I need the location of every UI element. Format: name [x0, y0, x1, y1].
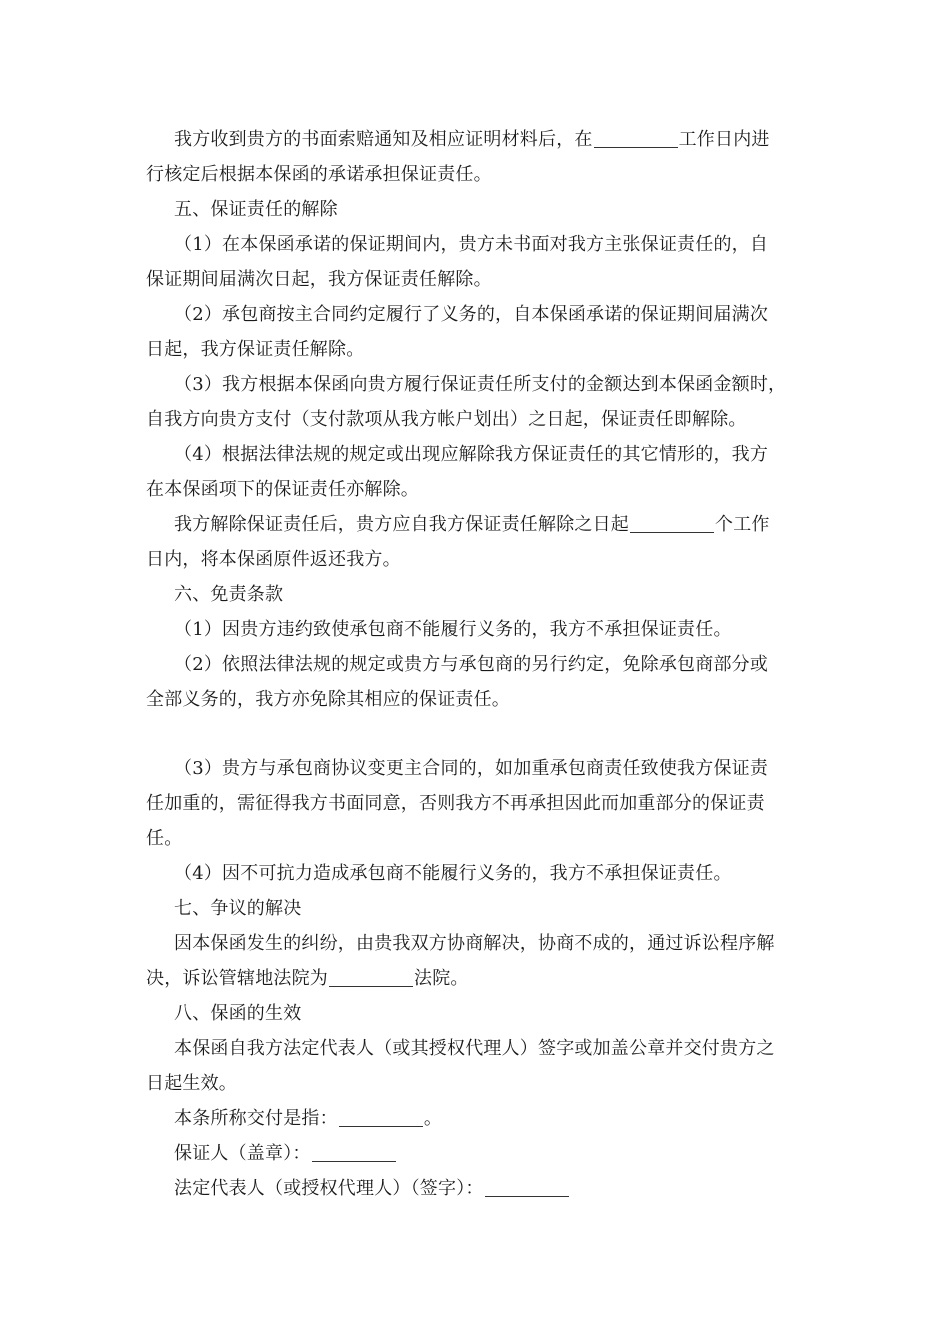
section-5-title: 五、保证责任的解除	[174, 199, 338, 220]
paragraph-return-line-2: 日内，将本保函原件返还我方。	[146, 549, 401, 570]
blank-field-return-days[interactable]	[630, 512, 714, 533]
clause-5-2-line-2: 日起，我方保证责任解除。	[146, 339, 365, 360]
clause-5-4-line-1: （4）根据法律法规的规定或出现应解除我方保证责任的其它情形的，我方	[174, 444, 769, 465]
clause-6-2-line-1: （2）依照法律法规的规定或贵方与承包商的另行约定，免除承包商部分或	[174, 654, 769, 675]
paragraph-claim-line-1: 我方收到贵方的书面索赔通知及相应证明材料后，在 工作日内进	[174, 129, 770, 150]
blank-field-delivery[interactable]	[339, 1106, 423, 1127]
blank-field-working-days[interactable]	[594, 127, 678, 148]
clause-5-3-line-1: （3）我方根据本保函向贵方履行保证责任所支付的金额达到本保函金额时，	[174, 374, 787, 395]
clause-6-3-line-2: 任加重的，需征得我方书面同意，否则我方不再承担因此而加重部分的保证责	[146, 793, 765, 814]
clause-5-2-line-1: （2）承包商按主合同约定履行了义务的，自本保函承诺的保证期间届满次	[174, 304, 769, 325]
paragraph-return-line-1: 我方解除保证责任后，贵方应自我方保证责任解除之日起 个工作	[174, 514, 770, 535]
clause-5-1-line-2: 保证期间届满次日起，我方保证责任解除。	[146, 269, 492, 290]
clause-5-4-line-2: 在本保函项下的保证责任亦解除。	[146, 479, 419, 500]
blank-field-court[interactable]	[329, 966, 413, 987]
spacer	[146, 717, 808, 751]
clause-6-4: （4）因不可抗力造成承包商不能履行义务的，我方不承担保证责任。	[174, 863, 732, 884]
clause-6-3-line-1: （3）贵方与承包商协议变更主合同的，如加重承包商责任致使我方保证责	[174, 758, 769, 779]
paragraph-delivery: 本条所称交付是指： 。	[174, 1108, 443, 1129]
section-6-title: 六、免责条款	[174, 584, 284, 605]
clause-6-2-line-2: 全部义务的，我方亦免除其相应的保证责任。	[146, 689, 510, 710]
document-body	[146, 122, 808, 1206]
clause-5-1-line-1: （1）在本保函承诺的保证期间内，贵方未书面对我方主张保证责任的，自	[174, 234, 769, 255]
paragraph-effect-line-1: 本保函自我方法定代表人（或其授权代理人）签字或加盖公章并交付贵方之	[174, 1038, 775, 1059]
guarantor-seal-line: 保证人（盖章）：	[146, 1136, 808, 1171]
clause-5-3-line-2: 自我方向贵方支付（支付款项从我方帐户划出）之日起，保证责任即解除。	[146, 409, 747, 430]
section-7-title: 七、争议的解决	[174, 898, 302, 919]
section-8-title: 八、保函的生效	[174, 1003, 302, 1024]
paragraph-claim-line-2: 行核定后根据本保函的承诺承担保证责任。	[146, 164, 492, 185]
clause-6-3-line-3: 任。	[146, 828, 183, 849]
clause-6-1: （1）因贵方违约致使承包商不能履行义务的，我方不承担保证责任。	[174, 619, 732, 640]
legal-representative-signature-line: 法定代表人（或授权代理人）（签字）：	[146, 1171, 808, 1206]
paragraph-effect-line-2: 日起生效。	[146, 1073, 237, 1094]
paragraph-dispute-line-2: 决，诉讼管辖地法院为 法院。	[146, 968, 469, 989]
blank-field-legal-rep-signature[interactable]	[485, 1176, 569, 1197]
paragraph-dispute-line-1: 因本保函发生的纠纷，由贵我双方协商解决，协商不成的，通过诉讼程序解	[174, 933, 775, 954]
blank-field-guarantor-seal[interactable]	[312, 1141, 396, 1162]
